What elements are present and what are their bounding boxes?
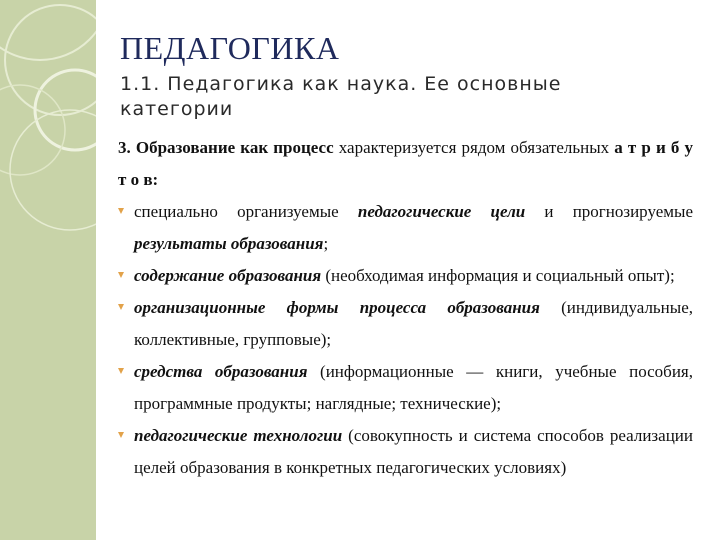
bullet-icon <box>118 208 124 214</box>
intro-lead: 3. Образование как процесс <box>118 138 334 157</box>
sidebar-divider <box>96 0 100 540</box>
bullet-icon <box>118 272 124 278</box>
slide-title: ПЕДАГОГИКА <box>120 30 340 66</box>
list-item: педагогические технологии (совокупность и система способов реализации целей образования в конкретных педагогических условиях) <box>118 420 693 484</box>
list-item: организационные формы процесса образования (индивидуальные, коллективные, групповые); <box>118 292 693 356</box>
list-item: средства образования (информационные — книги, учебные пособия, программные продукты; наглядные; технические); <box>118 356 693 420</box>
slide-body <box>118 132 693 484</box>
bullet-icon <box>118 368 124 374</box>
slide-subtitle: 1.1. Педагогика как наука. Ее основные категории <box>120 73 562 120</box>
bullet-icon <box>118 304 124 310</box>
intro-attributes: а т р и б у т о в: <box>118 138 693 189</box>
bullet-icon <box>118 432 124 438</box>
decorative-sidebar <box>0 0 96 540</box>
attribute-list <box>118 196 693 484</box>
list-item: специально организуемые педагогические цели и прогнозируемые результаты образования; <box>118 196 693 260</box>
decorative-circles <box>0 0 96 540</box>
intro-text: характеризуется рядом обязательных <box>333 138 615 157</box>
list-item: содержание образования (необходимая информация и социальный опыт); <box>118 260 693 292</box>
intro-paragraph <box>118 132 693 196</box>
